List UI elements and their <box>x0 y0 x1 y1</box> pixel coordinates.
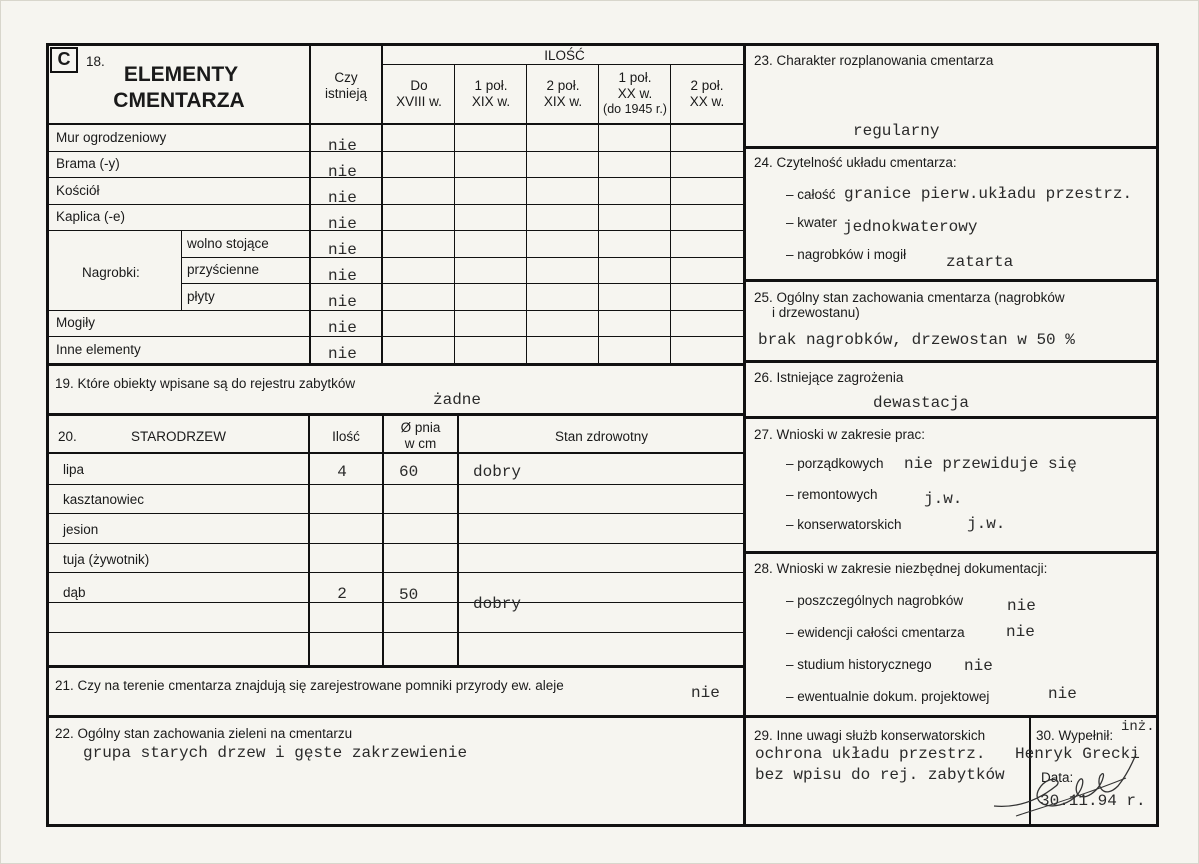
tree-state: dobry <box>473 595 522 613</box>
nagrobki-label: Nagrobki: <box>82 265 140 280</box>
s24-calosc-value: granice pierw.układu przestrz. <box>844 185 1133 203</box>
tree-row-divider <box>46 602 746 603</box>
tree-name: jesion <box>63 522 99 537</box>
period-header-3-line-2: XIX w. <box>543 94 583 109</box>
czy-istnieja-answer: nie <box>328 163 357 181</box>
s24-kwater-label: – kwater <box>786 215 838 230</box>
section-29-line-1: ochrona układu przestrz. <box>755 745 986 763</box>
section-18-number: 18. <box>86 54 105 69</box>
czy-istnieja-answer: nie <box>328 215 357 233</box>
section-30-date-label: Data: <box>1041 770 1074 785</box>
s27-porzadkowych-value: nie przewiduje się <box>904 455 1077 473</box>
s28-item-4-value: nie <box>1048 685 1077 703</box>
tree-name: lipa <box>63 462 85 477</box>
tree-row-divider <box>46 513 746 514</box>
row-divider <box>46 204 746 205</box>
tree-row-divider <box>46 632 746 633</box>
period-header-3-line-1: 2 poł. <box>546 78 580 93</box>
tree-diameter: 50 <box>399 586 419 604</box>
row-divider <box>181 283 746 284</box>
section-30-date: 30.11.94 r. <box>1040 792 1146 810</box>
period-header-4-line-1: 1 poł. <box>618 70 652 85</box>
section-25-label-1: 25. Ogólny stan zachowania cmentarza (nagrobków <box>754 290 1065 305</box>
czy-istnieja-header-1: Czy <box>334 70 358 85</box>
tree-row-divider <box>46 484 746 485</box>
section-25-label-2: i drzewostanu) <box>772 305 860 320</box>
tree-row-divider <box>46 572 746 573</box>
tree-name: tuja (żywotnik) <box>63 552 150 567</box>
element-row-label: Kościół <box>56 183 100 198</box>
tree-row-divider <box>46 543 746 544</box>
s24-kwater-value: jednokwaterowy <box>843 218 978 236</box>
section-19-label: 19. Które obiekty wpisane są do rejestru zabytków <box>55 376 356 391</box>
element-row-label: Brama (-y) <box>56 156 120 171</box>
s27-remontowych-value: j.w. <box>924 490 963 508</box>
s28-item-2-label: – ewidencji całości cmentarza <box>786 625 965 640</box>
s24-nagrobki-label: – nagrobków i mogił <box>786 247 907 262</box>
czy-istnieja-answer: nie <box>328 345 357 363</box>
section-22-value: grupa starych drzew i gęste zakrzewienie <box>83 744 468 762</box>
tree-name: kasztanowiec <box>63 492 145 507</box>
section-30-label: 30. Wypełnił: <box>1036 728 1114 743</box>
section-27-label: 27. Wnioski w zakresie prac: <box>754 427 926 442</box>
period-header-5-line-2: XX w. <box>689 94 725 109</box>
section-30-name: Henryk Grecki <box>1015 745 1140 763</box>
czy-istnieja-answer: nie <box>328 319 357 337</box>
section-19-value: żadne <box>433 391 482 409</box>
period-header-2-line-2: XIX w. <box>471 94 511 109</box>
czy-istnieja-answer: nie <box>328 293 357 311</box>
tree-name: dąb <box>63 585 86 600</box>
tree-count: 2 <box>337 585 347 603</box>
czy-istnieja-answer: nie <box>328 189 357 207</box>
row-divider <box>46 230 746 231</box>
tree-diameter: 60 <box>399 463 419 481</box>
section-21-value: nie <box>691 684 720 702</box>
pien-header-2: w cm <box>404 436 437 451</box>
section-25-value: brak nagrobków, drzewostan w 50 % <box>758 331 1075 349</box>
ilosc-header: ILOŚĆ <box>544 48 585 63</box>
element-row-label: wolno stojące <box>187 236 269 251</box>
s27-konserwatorskich-label: – konserwatorskich <box>786 517 902 532</box>
section-29-label: 29. Inne uwagi służb konserwatorskich <box>754 728 986 743</box>
period-header-1-line-1: Do <box>410 78 428 93</box>
row-divider <box>46 310 746 311</box>
row-divider <box>181 257 746 258</box>
czy-istnieja-answer: nie <box>328 267 357 285</box>
s28-item-1-label: – poszczególnych nagrobków <box>786 593 964 608</box>
s28-item-4-label: – ewentualnie dokum. projektowej <box>786 689 990 704</box>
pien-header-1: Ø pnia <box>400 420 441 435</box>
ilosc-col-header: Ilość <box>332 429 360 444</box>
tree-state: dobry <box>473 463 522 481</box>
row-divider <box>46 151 746 152</box>
stan-zdrowotny-header: Stan zdrowotny <box>554 429 649 444</box>
czy-istnieja-answer: nie <box>328 241 357 259</box>
period-header-5-line-1: 2 poł. <box>690 78 724 93</box>
section-22-label: 22. Ogólny stan zachowania zieleni na cmentarzu <box>55 726 353 741</box>
czy-istnieja-header-2: istnieją <box>324 86 368 101</box>
period-header-1-line-2: XVIII w. <box>396 94 442 109</box>
s24-calosc-label: – całość <box>786 187 836 202</box>
czy-istnieja-answer: nie <box>328 137 357 155</box>
element-row-label: Mogiły <box>56 315 96 330</box>
s27-konserwatorskich-value: j.w. <box>967 515 1006 533</box>
tree-count: 4 <box>337 463 347 481</box>
row-divider <box>46 177 746 178</box>
section-30-title: inż. <box>1121 719 1155 735</box>
element-row-label: Inne elementy <box>56 342 141 357</box>
s27-porzadkowych-label: – porządkowych <box>786 456 884 471</box>
row-divider <box>46 336 746 337</box>
section-24-label: 24. Czytelność układu cmentarza: <box>754 155 957 170</box>
starodrzew-header: STARODRZEW <box>131 429 226 444</box>
period-header-4-line-2: XX w. <box>617 86 653 101</box>
section-18-title-line1: ELEMENTY <box>123 63 239 86</box>
s28-item-3-label: – studium historycznego <box>786 657 932 672</box>
s28-item-2-value: nie <box>1006 623 1035 641</box>
section-29-line-2: bez wpisu do rej. zabytków <box>755 766 1005 784</box>
section-21-label: 21. Czy na terenie cmentarza znajdują się zarejestrowane pomniki przyrody ew. aleje <box>55 678 564 693</box>
section-20-number: 20. <box>58 429 77 444</box>
period-header-4-line-3: (do 1945 r.) <box>603 102 667 116</box>
section-28-label: 28. Wnioski w zakresie niezbędnej dokumentacji: <box>754 561 1048 576</box>
signature-scribble <box>986 746 1156 821</box>
section-18-title-line2: CMENTARZA <box>113 89 245 112</box>
s27-remontowych-label: – remontowych <box>786 487 878 502</box>
period-header-2-line-1: 1 poł. <box>474 78 508 93</box>
s24-nagrobki-value: zatarta <box>946 253 1014 271</box>
card-letter-box: C <box>50 47 78 73</box>
section-26-label: 26. Istniejące zagrożenia <box>754 370 904 385</box>
s28-item-1-value: nie <box>1007 597 1036 615</box>
s28-item-3-value: nie <box>964 657 993 675</box>
element-row-label: płyty <box>187 289 215 304</box>
section-23-value: regularny <box>853 122 940 140</box>
section-23-label: 23. Charakter rozplanowania cmentarza <box>754 53 994 68</box>
element-row-label: Kaplica (-e) <box>56 209 126 224</box>
element-row-label: przyścienne <box>187 262 260 277</box>
section-26-value: dewastacja <box>873 394 970 412</box>
element-row-label: Mur ogrodzeniowy <box>56 130 167 145</box>
